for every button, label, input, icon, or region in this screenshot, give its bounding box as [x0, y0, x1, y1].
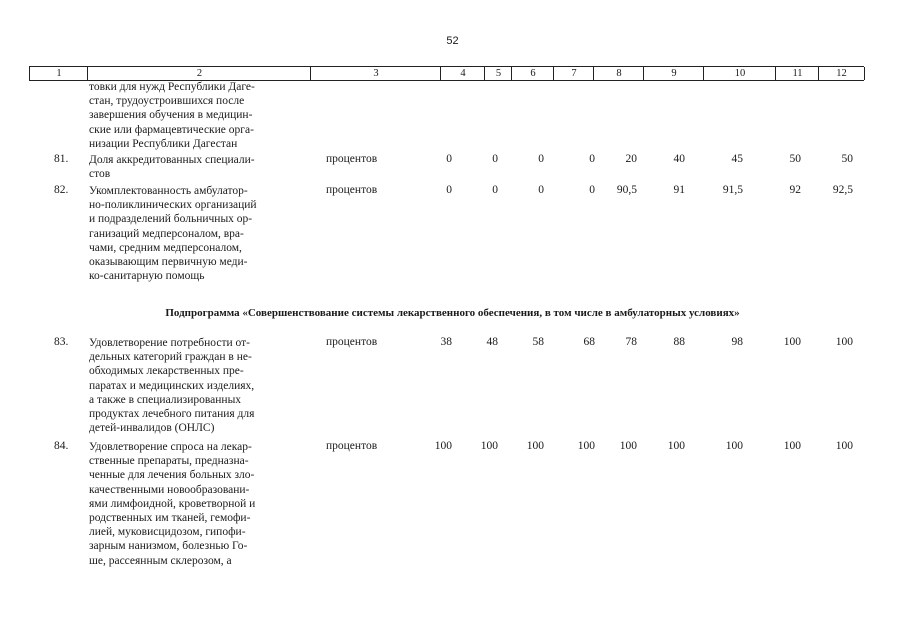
- page-number: 52: [446, 35, 459, 47]
- text-line: ше, рассеянным склерозом, а: [89, 554, 232, 567]
- unit-cell: процентов: [326, 336, 378, 348]
- text-line: качественными новообразовани-: [89, 483, 250, 496]
- value-cell: 0: [492, 184, 498, 196]
- header-col-4: 4: [440, 67, 485, 80]
- indicator-text: [89, 336, 277, 435]
- value-cell: 0: [538, 153, 544, 165]
- header-col-11: 11: [775, 67, 819, 80]
- indicator-text: [89, 440, 277, 568]
- text-line: оказывающим первичную меди-: [89, 256, 248, 269]
- value-cell: 0: [538, 184, 544, 196]
- value-cell: 100: [835, 440, 853, 452]
- header-col-2: 2: [87, 67, 311, 80]
- text-line: завершения обучения в медицин-: [89, 109, 253, 122]
- value-cell: 78: [625, 336, 637, 348]
- text-line: Удовлетворение спроса на лекар-: [89, 441, 252, 453]
- header-col-8: 8: [593, 67, 644, 80]
- text-line: низации Республики Дагестан: [89, 137, 238, 150]
- text-line: ганизаций медперсоналом, вра-: [89, 227, 244, 240]
- text-line: Укомплектованность амбулатор-: [89, 185, 248, 197]
- value-cell: 100: [480, 440, 498, 452]
- header-col-12: 12: [818, 67, 865, 80]
- text-line: Удовлетворение потребности от-: [89, 337, 250, 349]
- text-line: стов: [89, 168, 111, 181]
- value-cell: 68: [583, 336, 595, 348]
- value-cell: 100: [783, 440, 801, 452]
- value-cell: 98: [731, 336, 743, 348]
- unit-cell: процентов: [326, 184, 378, 196]
- value-cell: 92: [789, 184, 801, 196]
- value-cell: 100: [434, 440, 452, 452]
- text-line: стан, трудоустроившихся после: [89, 95, 245, 108]
- value-cell: 92,5: [832, 184, 853, 196]
- value-cell: 0: [589, 153, 595, 165]
- value-cell: 38: [440, 336, 452, 348]
- row-number: 84.: [54, 440, 69, 452]
- text-line: зарным нанизмом, болезнью Го-: [89, 540, 248, 553]
- text-line: и подразделений больничных ор-: [89, 213, 253, 226]
- text-line: ские или фармацевтические орга-: [89, 123, 254, 136]
- value-cell: 100: [783, 336, 801, 348]
- value-cell: 100: [526, 440, 544, 452]
- text-line: дельных категорий граждан в не-: [89, 351, 252, 364]
- header-col-9: 9: [643, 67, 704, 80]
- header-col-10: 10: [703, 67, 776, 80]
- indicator-text: [89, 184, 277, 283]
- value-cell: 100: [835, 336, 853, 348]
- value-cell: 48: [486, 336, 498, 348]
- header-col-5: 5: [484, 67, 512, 80]
- text-line: лией, муковисцидозом, гипофи-: [89, 526, 246, 539]
- table-header-row: [29, 66, 864, 81]
- row-number: 83.: [54, 336, 69, 348]
- text-line: а также в специализированных: [89, 393, 242, 406]
- row-number: 81.: [54, 153, 69, 165]
- value-cell: 58: [532, 336, 544, 348]
- indicator-text: [89, 153, 277, 181]
- text-line: ями лимфоидной, кроветворной и: [89, 497, 256, 510]
- continuation-text: [89, 80, 277, 151]
- value-cell: 100: [619, 440, 637, 452]
- text-line: паратах и медицинских изделиях,: [89, 379, 255, 392]
- header-col-3: 3: [310, 67, 441, 80]
- value-cell: 20: [625, 153, 637, 165]
- unit-cell: процентов: [326, 153, 378, 165]
- value-cell: 40: [673, 153, 685, 165]
- value-cell: 90,5: [616, 184, 637, 196]
- text-line: ственные препараты, предназна-: [89, 455, 249, 468]
- header-col-6: 6: [511, 67, 554, 80]
- text-line: продуктах лечебного питания для: [89, 408, 255, 421]
- header-col-7: 7: [553, 67, 594, 80]
- value-cell: 0: [589, 184, 595, 196]
- text-line: родственных им тканей, гемофи-: [89, 512, 251, 525]
- value-cell: 91,5: [722, 184, 743, 196]
- header-col-1: 1: [29, 67, 88, 80]
- text-line: обходимых лекарственных пре-: [89, 365, 244, 378]
- text-line: Доля аккредитованных специали-: [89, 154, 255, 166]
- value-cell: 50: [789, 153, 801, 165]
- value-cell: 45: [731, 153, 743, 165]
- value-cell: 0: [446, 153, 452, 165]
- subprogram-title: Подпрограмма «Совершенствование системы лекарственного обеспечения, в том числе в амбулаторных условиях»: [165, 307, 740, 319]
- value-cell: 100: [725, 440, 743, 452]
- text-line: но-поликлинических организаций: [89, 199, 257, 212]
- text-line: детей-инвалидов (ОНЛС): [89, 422, 215, 435]
- value-cell: 91: [673, 184, 685, 196]
- row-number: 82.: [54, 184, 69, 196]
- value-cell: 0: [492, 153, 498, 165]
- value-cell: 50: [841, 153, 853, 165]
- value-cell: 0: [446, 184, 452, 196]
- text-line: товки для нужд Республики Даге-: [89, 81, 255, 93]
- text-line: ченные для лечения больных зло-: [89, 469, 255, 482]
- unit-cell: процентов: [326, 440, 378, 452]
- text-line: чами, средним медперсоналом,: [89, 241, 242, 254]
- value-cell: 100: [577, 440, 595, 452]
- text-line: ко-санитарную помощь: [89, 270, 205, 283]
- value-cell: 100: [667, 440, 685, 452]
- value-cell: 88: [673, 336, 685, 348]
